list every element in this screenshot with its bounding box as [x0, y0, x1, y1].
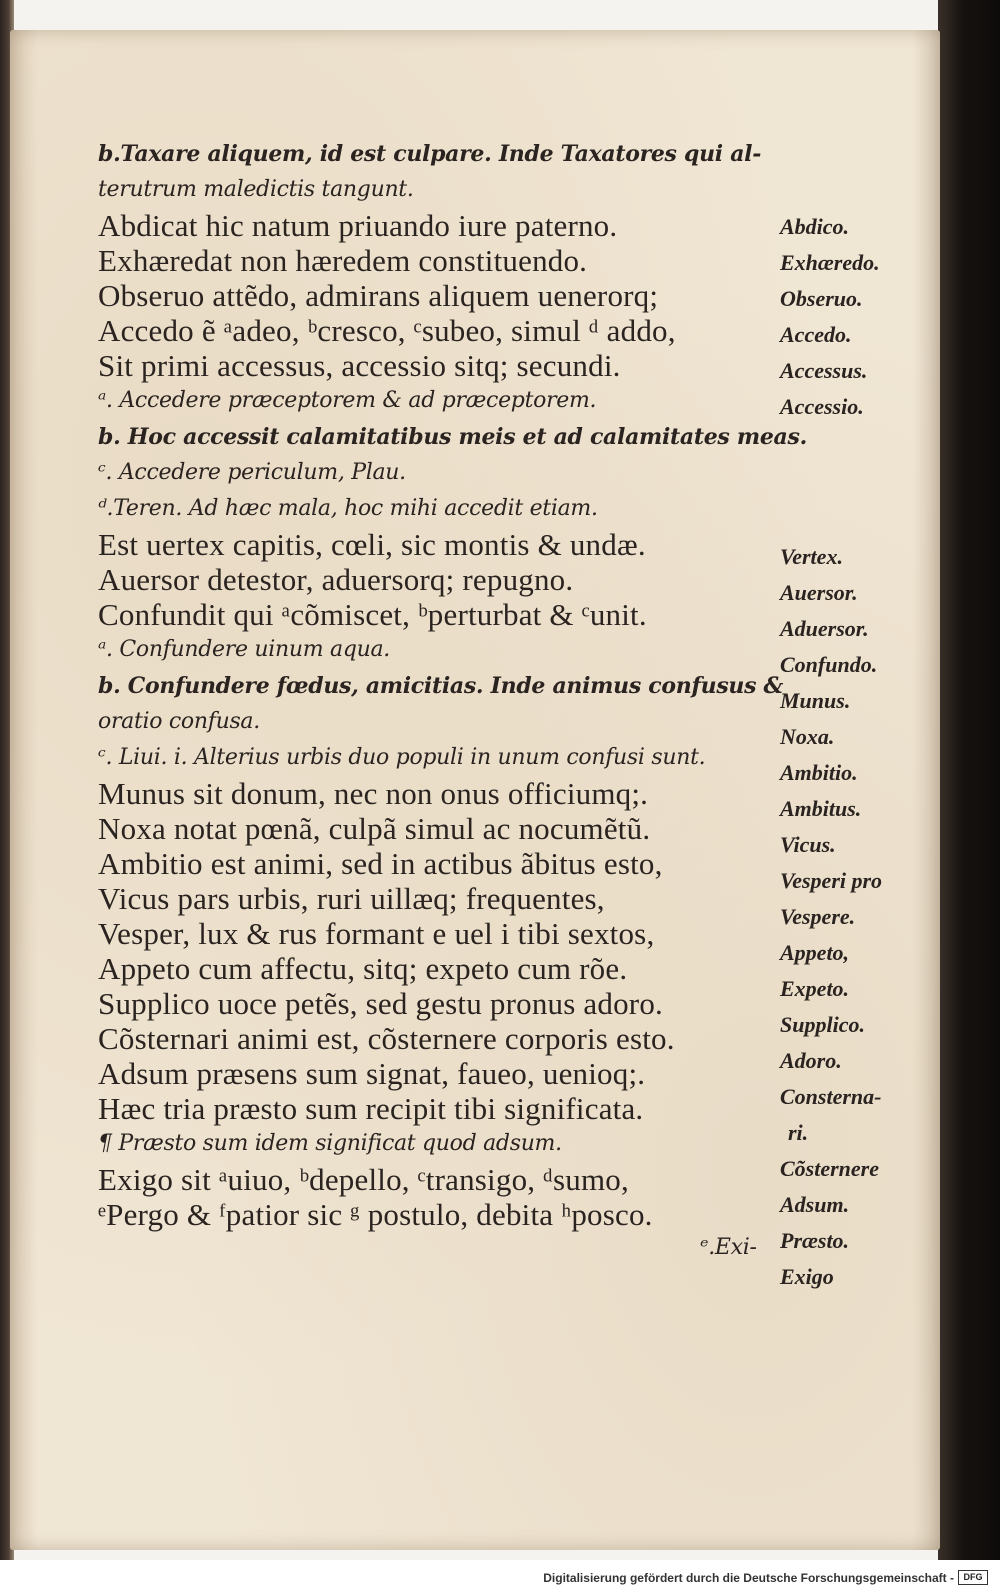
margin-note: Abdico.	[780, 214, 850, 239]
footer-credit: Digitalisierung gefördert durch die Deutsche Forschungsgemeinschaft -	[543, 1571, 954, 1585]
margin-note: Accessus.	[780, 358, 868, 383]
text-line: Exhæredat non hæredem constituendo.	[98, 243, 588, 278]
text-line: b.Taxare aliquem, id est culpare. Inde Taxatores qui al-	[98, 141, 762, 167]
margin-note: Noxa.	[780, 724, 835, 749]
text-line: b. Hoc accessit calamitatibus meis et ad calamitates meas.	[98, 424, 807, 450]
margin-note: Vertex.	[780, 544, 843, 569]
margin-note: Vespere.	[780, 904, 856, 929]
text-line: Vicus pars urbis, ruri uillæq; frequentes,	[98, 881, 605, 916]
text-line: b. Confundere fœdus, amicitias. Inde animus confusus &	[98, 673, 784, 699]
margin-note: Vesperi pro	[780, 868, 883, 893]
catchword: ᵉ.Exi-	[700, 1235, 757, 1260]
margin-note: Munus.	[780, 688, 851, 713]
text-line: oratio confusa.	[98, 709, 260, 734]
text-line: ᵈ.Teren. Ad hæc mala, hoc mihi accedit etiam.	[98, 496, 598, 521]
text-line: ᶜ. Liui. i. Alterius urbis duo populi in unum confusi sunt.	[98, 745, 706, 770]
margin-note: Exigo	[780, 1264, 834, 1289]
text-line: ᵃ. Accedere præceptorem & ad præceptorem.	[98, 388, 597, 413]
margin-note: ri.	[788, 1120, 809, 1145]
text-line: Exigo sit ᵃuiuo, ᵇdepello, ᶜtransigo, ᵈsumo,	[98, 1162, 629, 1197]
text-line: Ambitio est animi, sed in actibus ãbitus esto,	[98, 846, 663, 881]
text-line: Hæc tria præsto sum recipit tibi significata.	[98, 1091, 644, 1126]
margin-note: Ambitus.	[780, 796, 862, 821]
margin-note: Adoro.	[780, 1048, 842, 1073]
margin-note: Confundo.	[780, 652, 878, 677]
margin-note: Præsto.	[780, 1228, 850, 1253]
book-edge-right	[938, 0, 1000, 1560]
text-line: Sit primi accessus, accessio sitq; secundi.	[98, 348, 621, 383]
margin-note: Cõsternere	[780, 1156, 879, 1181]
text-line: Vesper, lux & rus formant e uel i tibi sextos,	[98, 916, 655, 951]
text-line: ¶ Præsto sum idem significat quod adsum.	[98, 1131, 562, 1156]
dfg-logo: DFG	[958, 1570, 988, 1585]
text-line: Supplico uoce petẽs, sed gestu pronus adoro.	[98, 986, 663, 1021]
text-line: ᵉPergo & ᶠpatior sic ᵍ postulo, debita ʰposco.	[98, 1197, 653, 1232]
text-line: Cõsternari animi est, cõsternere corporis esto.	[98, 1021, 675, 1056]
text-line: Accedo ẽ ᵃadeo, ᵇcresco, ᶜsubeo, simul ᵈ addo,	[98, 313, 676, 348]
margin-note: Obseruo.	[780, 286, 863, 311]
text-line: terutrum maledictis tangunt.	[98, 177, 414, 202]
margin-note: Supplico.	[780, 1012, 865, 1037]
margin-note: Adsum.	[780, 1192, 850, 1217]
margin-note: Vicus.	[780, 832, 836, 857]
text-line: Est uertex capitis, cœli, sic montis & undæ.	[98, 527, 646, 562]
text-line: Appeto cum affectu, sitq; expeto cum rõe.	[98, 951, 628, 986]
margin-note: Aduersor.	[780, 616, 869, 641]
margin-note: Ambitio.	[780, 760, 858, 785]
margin-note: Expeto.	[780, 976, 850, 1001]
margin-note: Accessio.	[780, 394, 864, 419]
book-page	[10, 30, 940, 1550]
text-line: Noxa notat pœnã, culpã simul ac nocumẽtũ.	[98, 811, 651, 846]
margin-note: Consterna-	[780, 1084, 882, 1109]
text-line: ᶜ. Accedere periculum, Plau.	[98, 460, 406, 485]
text-line: Munus sit donum, nec non onus officiumq;.	[98, 776, 649, 811]
footer-bar	[0, 1560, 1000, 1594]
text-line: Adsum præsens sum signat, faueo, uenioq;.	[98, 1056, 646, 1091]
main-text-block	[98, 136, 807, 1232]
text-line: Obseruo attẽdo, admirans aliquem uenerorq;	[98, 278, 659, 313]
margin-note: Appeto,	[780, 940, 850, 965]
text-line: ᵃ. Confundere uinum aqua.	[98, 637, 390, 662]
margin-note: Accedo.	[780, 322, 852, 347]
margin-note: Auersor.	[780, 580, 858, 605]
text-line: Auersor detestor, aduersorq; repugno.	[98, 562, 574, 597]
text-line: Abdicat hic natum priuando iure paterno.	[98, 208, 618, 243]
margin-note: Exhæredo.	[780, 250, 880, 275]
text-line: Confundit qui ᵃcõmiscet, ᵇperturbat & ᶜunit.	[98, 597, 647, 632]
